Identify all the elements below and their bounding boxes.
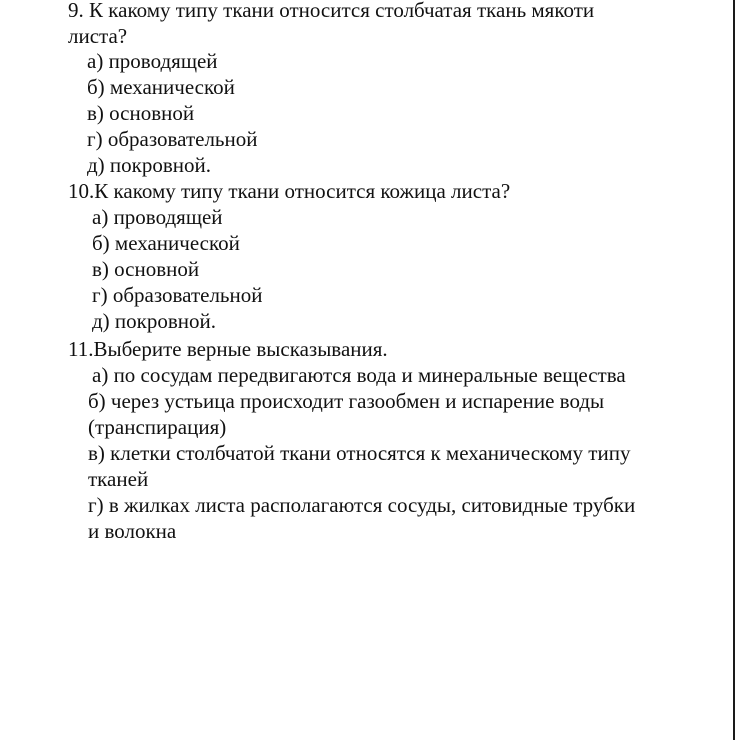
question-11-option-d-cont: и волокна <box>88 519 177 543</box>
page-edge-border <box>733 0 735 740</box>
question-9-number: 9. <box>68 0 89 22</box>
question-9-option-a: а) проводящей <box>87 49 218 73</box>
question-10-option-b: б) механической <box>92 231 240 255</box>
question-10-option-a: а) проводящей <box>92 205 223 229</box>
question-11-title <box>68 336 388 362</box>
question-9-option-d: г) образовательной <box>87 127 258 151</box>
question-9-option-c: в) основной <box>87 101 195 125</box>
question-9-text: К какому типу ткани относится столбчатая ткань мякоти <box>89 0 595 22</box>
question-10-text: К какому типу ткани относится кожица листа? <box>94 179 511 203</box>
question-11-text: Выберите верные высказывания. <box>93 337 388 361</box>
question-10-number: 10. <box>68 179 95 203</box>
question-11-option-a: а) по сосудам передвигаются вода и минеральные вещества <box>92 363 626 387</box>
question-10-option-d: г) образовательной <box>92 283 263 307</box>
question-11-option-d: г) в жилках листа располагаются сосуды, ситовидные трубки <box>88 493 636 517</box>
question-9-title-cont: листа? <box>68 24 128 48</box>
question-9-title <box>68 0 594 23</box>
question-10-option-e: д) покровной. <box>92 309 217 333</box>
question-11-number: 11. <box>68 337 94 361</box>
question-11-option-b: б) через устьица происходит газообмен и испарение воды <box>88 389 605 413</box>
question-11-option-c-cont: тканей <box>88 467 149 491</box>
question-10-option-c: в) основной <box>92 257 200 281</box>
question-9-option-e: д) покровной. <box>87 153 212 177</box>
question-11-option-b-cont: (транспирация) <box>88 415 227 439</box>
question-9-option-b: б) механической <box>87 75 235 99</box>
question-10-title <box>68 178 510 204</box>
question-11-option-c: в) клетки столбчатой ткани относятся к механическому типу <box>88 441 631 465</box>
